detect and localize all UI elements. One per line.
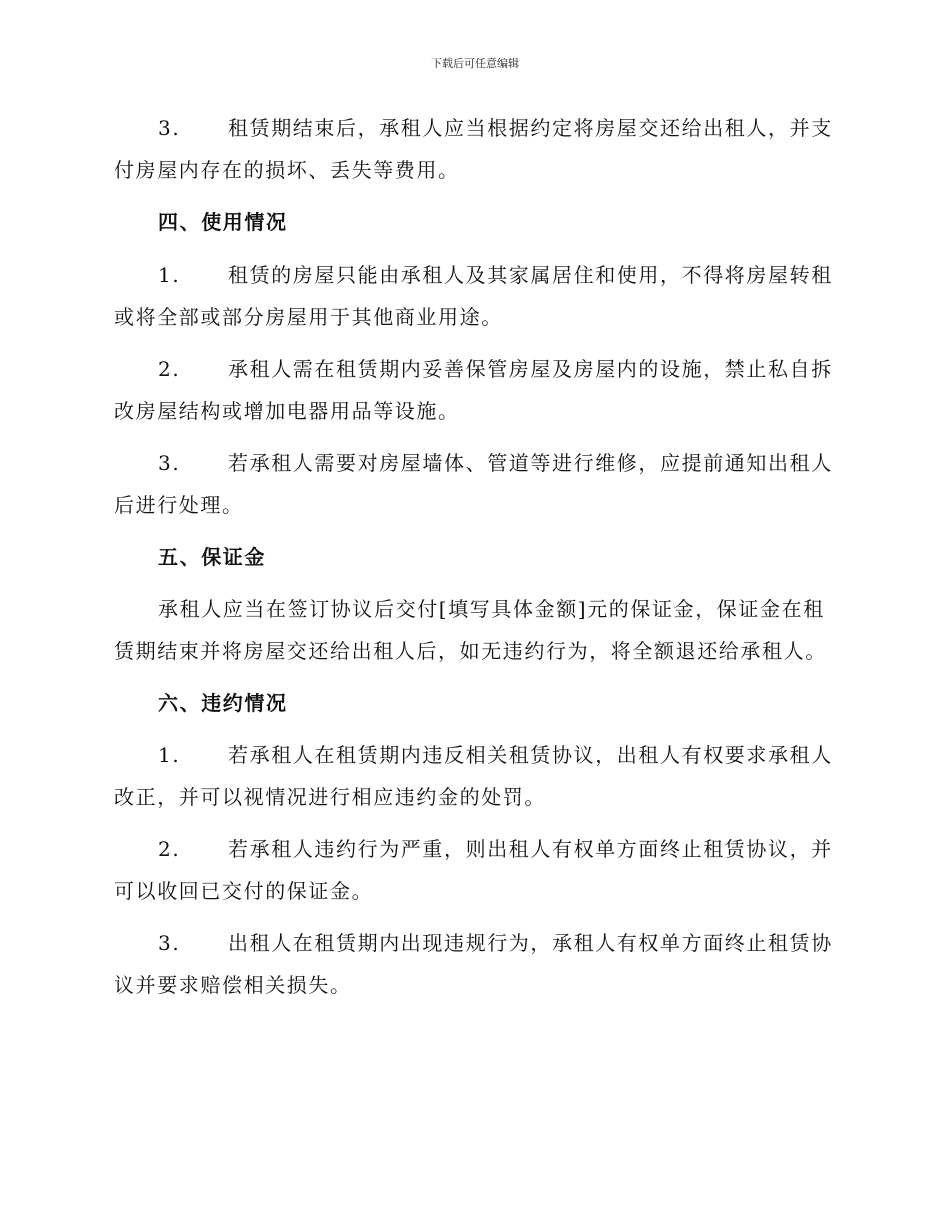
- paragraph-line: 赁期结束并将房屋交还给出租人后，如无违约行为，将全额退还给承租人。: [114, 639, 827, 663]
- item-text: 若承租人违约行为严重，则出租人有权单方面终止租赁协议，并: [228, 837, 833, 861]
- item-number: 1.: [158, 263, 181, 287]
- section-heading-breach: 六、违约情况: [158, 691, 288, 715]
- item-text-continued: 改房屋结构或增加电器用品等设施。: [114, 399, 460, 423]
- section-heading-usage: 四、使用情况: [158, 210, 288, 234]
- item-text-continued: 或将全部或部分房屋用于其他商业用途。: [114, 305, 503, 329]
- item-text-continued: 议并要求赔偿相关损失。: [114, 973, 352, 997]
- item-text: 租赁的房屋只能由承租人及其家属居住和使用，不得将房屋转租: [228, 263, 833, 287]
- section-heading-deposit: 五、保证金: [158, 545, 266, 569]
- item-number: 3.: [158, 116, 181, 140]
- item-text: 若承租人在租赁期内违反相关租赁协议，出租人有权要求承租人: [228, 743, 833, 767]
- item-text: 租赁期结束后，承租人应当根据约定将房屋交还给出租人，并支: [228, 116, 833, 140]
- item-text: 承租人需在租赁期内妥善保管房屋及房屋内的设施，禁止私自拆: [228, 357, 833, 381]
- page-header: 下载后可任意编辑: [431, 57, 519, 70]
- item-number: 2.: [158, 837, 181, 861]
- item-text-continued: 付房屋内存在的损坏、丢失等费用。: [114, 158, 460, 182]
- item-number: 3.: [158, 931, 181, 955]
- item-number: 3.: [158, 451, 181, 475]
- item-number: 1.: [158, 743, 181, 767]
- item-text: 出租人在租赁期内出现违规行为，承租人有权单方面终止租赁协: [228, 931, 833, 955]
- item-number: 2.: [158, 357, 181, 381]
- paragraph-line: 承租人应当在签订协议后交付[填写具体金额]元的保证金，保证金在租: [158, 597, 825, 621]
- item-text: 若承租人需要对房屋墙体、管道等进行维修，应提前通知出租人: [228, 451, 833, 475]
- item-text-continued: 改正，并可以视情况进行相应违约金的处罚。: [114, 785, 546, 809]
- item-text-continued: 可以收回已交付的保证金。: [114, 879, 374, 903]
- item-text-continued: 后进行处理。: [114, 493, 244, 517]
